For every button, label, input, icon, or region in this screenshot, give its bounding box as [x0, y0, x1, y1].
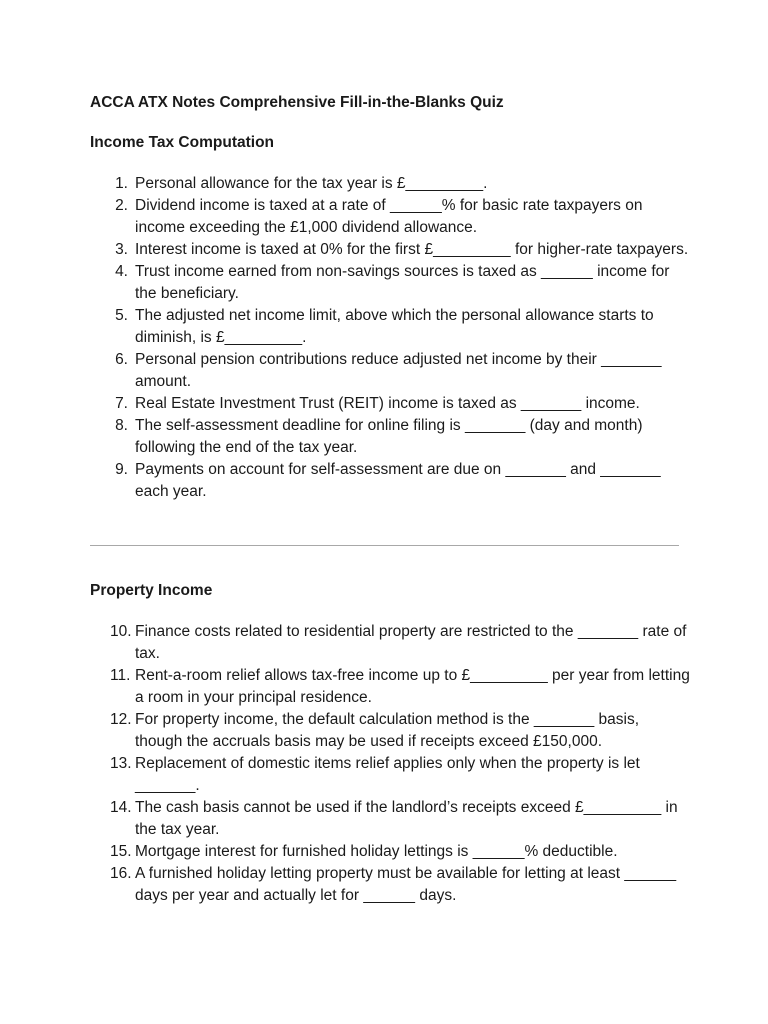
question-number: 10.: [110, 623, 132, 640]
question-number: 16.: [110, 865, 132, 882]
question-item: [90, 305, 690, 349]
question-item: [90, 195, 690, 239]
question-number: 4.: [115, 263, 128, 280]
section-divider: [90, 545, 679, 546]
question-item: [90, 863, 690, 907]
question-item: [90, 415, 690, 459]
question-text: Payments on account for self-assessment are due on _______ and _______ each year.: [135, 461, 661, 500]
question-number: 7.: [115, 395, 128, 412]
question-text: Trust income earned from non-savings sources is taxed as ______ income for the beneficiary.: [135, 263, 670, 302]
question-number: 1.: [115, 175, 128, 192]
document-title: ACCA ATX Notes Comprehensive Fill-in-the-Blanks Quiz: [90, 94, 504, 111]
question-item: [90, 349, 690, 393]
section-heading-property-income: Property Income: [90, 582, 213, 599]
question-item: [90, 797, 690, 841]
question-text: Personal allowance for the tax year is £_________.: [135, 175, 488, 192]
question-text: Mortgage interest for furnished holiday lettings is ______% deductible.: [135, 843, 618, 860]
question-number: 8.: [115, 417, 128, 434]
question-number: 15.: [110, 843, 132, 860]
question-item: [90, 173, 690, 195]
question-number: 13.: [110, 755, 132, 772]
question-text: The adjusted net income limit, above which the personal allowance starts to diminish, is £_________.: [135, 307, 654, 346]
question-item: [90, 459, 690, 503]
question-text: Personal pension contributions reduce adjusted net income by their _______ amount.: [135, 351, 662, 390]
question-text: For property income, the default calculation method is the _______ basis, though the accruals basis may be used if receipts exceed £150,000.: [135, 711, 640, 750]
question-text: Rent-a-room relief allows tax-free income up to £_________ per year from letting a room in your principal residence.: [135, 667, 690, 706]
question-item: [90, 393, 690, 415]
question-text: Replacement of domestic items relief applies only when the property is let _______.: [135, 755, 640, 794]
question-item: [90, 261, 690, 305]
question-number: 9.: [115, 461, 128, 478]
question-text: The self-assessment deadline for online filing is _______ (day and month) following the end of the tax year.: [135, 417, 643, 456]
question-text: A furnished holiday letting property must be available for letting at least ______ days per year and actually let for ______ days.: [135, 865, 677, 904]
question-text: Interest income is taxed at 0% for the first £_________ for higher-rate taxpayers.: [135, 241, 689, 258]
question-list-property-income: [90, 621, 690, 907]
question-item: [90, 841, 690, 863]
question-item: [90, 753, 690, 797]
question-number: 6.: [115, 351, 128, 368]
question-number: 14.: [110, 799, 132, 816]
question-text: Finance costs related to residential property are restricted to the _______ rate of tax.: [135, 623, 687, 662]
section-heading-income-tax: Income Tax Computation: [90, 134, 275, 151]
question-item: [90, 621, 690, 665]
question-item: [90, 239, 690, 261]
question-number: 3.: [115, 241, 128, 258]
question-number: 2.: [115, 197, 128, 214]
question-list-income-tax: [90, 173, 690, 503]
question-item: [90, 709, 690, 753]
question-item: [90, 665, 690, 709]
question-number: 11.: [110, 667, 131, 684]
question-number: 12.: [110, 711, 132, 728]
question-text: The cash basis cannot be used if the landlord’s receipts exceed £_________ in the tax year.: [135, 799, 678, 838]
question-text: Real Estate Investment Trust (REIT) income is taxed as _______ income.: [135, 395, 640, 412]
question-number: 5.: [115, 307, 128, 324]
question-text: Dividend income is taxed at a rate of ______% for basic rate taxpayers on income exceeding the £1,000 dividend allowance.: [135, 197, 643, 236]
